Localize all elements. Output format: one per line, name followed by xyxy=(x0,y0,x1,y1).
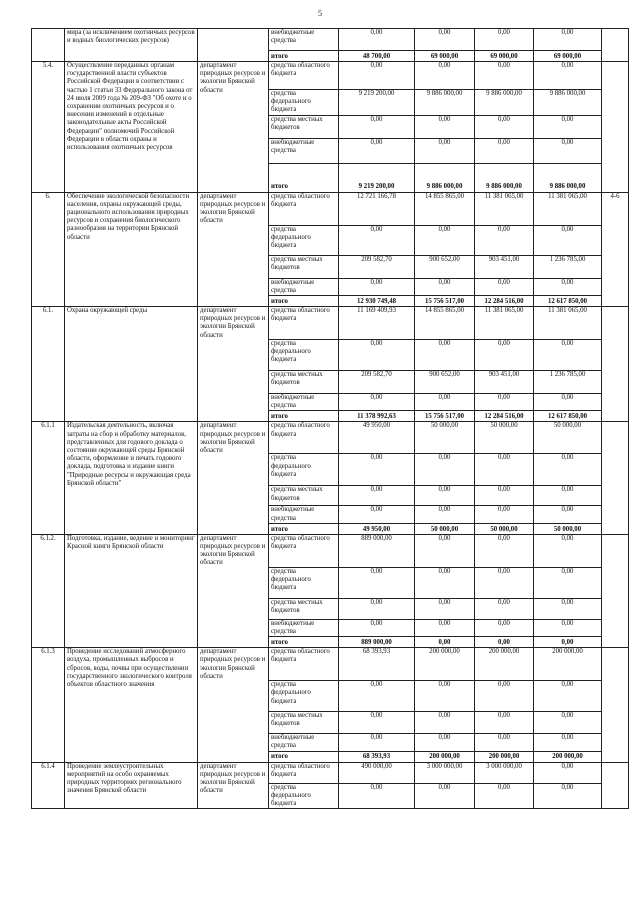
amount-cell: 0,00 xyxy=(475,278,534,295)
amount-cell: 12 284 516,00 xyxy=(475,296,534,307)
amount-cell: 0,00 xyxy=(475,734,534,751)
amount-cell: 209 582,70 xyxy=(339,371,415,394)
amount-cell: 0,00 xyxy=(475,534,534,567)
item-number: 6. xyxy=(32,192,65,306)
amount-cell: 0,00 xyxy=(339,598,415,619)
amount-cell: 14 855 865,00 xyxy=(415,307,475,340)
funding-source: средства местных бюджетов xyxy=(269,255,339,278)
item-name: Проведение землеустроительных мероприятий на особо охраняемых природных территориях регионального значения Брянской области xyxy=(65,762,198,809)
funding-source: средства областного бюджета xyxy=(269,648,339,681)
amount-cell: 11 381 065,00 xyxy=(475,307,534,340)
amount-cell: 1 236 785,00 xyxy=(534,255,602,278)
amount-cell: 68 393,93 xyxy=(339,751,415,762)
table-row xyxy=(32,762,629,783)
amount-cell: 9 219 200,00 xyxy=(339,90,415,116)
amount-cell: 0,00 xyxy=(339,486,415,506)
amount-cell: 0,00 xyxy=(534,278,602,295)
funding-source: средства федерального бюджета xyxy=(269,567,339,598)
funding-source: средства местных бюджетов xyxy=(269,712,339,734)
amount-cell: 69 000,00 xyxy=(534,51,602,62)
amount-cell: 0,00 xyxy=(475,138,534,163)
table-row xyxy=(32,29,629,51)
executor: департамент природных ресурсов и экологии Брянской области xyxy=(198,422,269,534)
funding-source: средства областного бюджета xyxy=(269,762,339,783)
indicator-ref xyxy=(602,29,629,62)
executor: департамент природных ресурсов и экологии Брянской области xyxy=(198,648,269,762)
amount-cell: 0,00 xyxy=(415,454,475,486)
amount-cell: 0,00 xyxy=(415,734,475,751)
amount-cell: 50 000,00 xyxy=(475,422,534,454)
amount-cell: 0,00 xyxy=(475,783,534,809)
item-name: Осуществление переданных органам государственной власти субъектов Российской Федерации в соответствии с частью 1 статьи 33 Федерального закона от 24 июля 2009 года № 209-ФЗ "Об охоте и о сохранении охотничьих ресурсов и о внесении изменений в отдельные законодательные акты Российской Федерации" полномочий Российской Федерации в области охраны и использования охотничьих ресурсов xyxy=(65,62,198,193)
amount-cell: 0,00 xyxy=(415,138,475,163)
amount-cell: 0,00 xyxy=(475,681,534,712)
item-number: 6.1.3 xyxy=(32,648,65,762)
amount-cell: 490 000,00 xyxy=(339,762,415,783)
amount-cell: 49 950,00 xyxy=(339,523,415,534)
amount-cell: 0,00 xyxy=(339,62,415,90)
amount-cell: 0,00 xyxy=(415,681,475,712)
funding-source: итого xyxy=(269,411,339,422)
amount-cell: 0,00 xyxy=(475,340,534,371)
amount-cell: 0,00 xyxy=(339,734,415,751)
amount-cell: 12 617 850,00 xyxy=(534,411,602,422)
amount-cell: 0,00 xyxy=(534,598,602,619)
funding-source: внебюджетные средства xyxy=(269,278,339,295)
funding-source: итого xyxy=(269,637,339,648)
amount-cell: 0,00 xyxy=(339,712,415,734)
amount-cell: 0,00 xyxy=(475,394,534,411)
amount-cell: 0,00 xyxy=(534,138,602,163)
amount-cell: 50 000,00 xyxy=(475,523,534,534)
amount-cell: 50 000,00 xyxy=(415,422,475,454)
amount-cell: 0,00 xyxy=(534,62,602,90)
amount-cell: 0,00 xyxy=(415,62,475,90)
amount-cell: 0,00 xyxy=(415,278,475,295)
funding-source: средства местных бюджетов xyxy=(269,115,339,138)
amount-cell: 0,00 xyxy=(475,454,534,486)
amount-cell: 0,00 xyxy=(415,712,475,734)
amount-cell: 15 756 517,00 xyxy=(415,296,475,307)
indicator-ref xyxy=(602,648,629,762)
funding-source: средства федерального бюджета xyxy=(269,340,339,371)
funding-source: средства областного бюджета xyxy=(269,307,339,340)
amount-cell: 0,00 xyxy=(339,394,415,411)
item-name: Проведение исследований атмосферного воздуха, промышленных выбросов и сбросов, воды, почвы при осуществлении государственного экологического контроля объектов областного значения xyxy=(65,648,198,762)
amount-cell: 9 219 200,00 xyxy=(339,163,415,192)
amount-cell: 3 000 000,00 xyxy=(475,762,534,783)
amount-cell: 0,00 xyxy=(339,454,415,486)
amount-cell: 68 393,93 xyxy=(339,648,415,681)
amount-cell: 0,00 xyxy=(339,783,415,809)
amount-cell: 1 236 785,00 xyxy=(534,371,602,394)
indicator-ref xyxy=(602,307,629,422)
indicator-ref: 4-6 xyxy=(602,192,629,306)
amount-cell: 0,00 xyxy=(415,486,475,506)
amount-cell: 0,00 xyxy=(534,762,602,783)
amount-cell: 0,00 xyxy=(339,29,415,51)
amount-cell: 200 000,00 xyxy=(534,648,602,681)
amount-cell: 0,00 xyxy=(534,225,602,255)
amount-cell: 0,00 xyxy=(534,486,602,506)
funding-source: средства местных бюджетов xyxy=(269,486,339,506)
budget-table xyxy=(31,28,629,809)
amount-cell: 0,00 xyxy=(534,619,602,636)
funding-source: итого xyxy=(269,296,339,307)
table-row xyxy=(32,534,629,567)
amount-cell: 0,00 xyxy=(534,712,602,734)
amount-cell: 0,00 xyxy=(415,598,475,619)
amount-cell: 12 284 516,00 xyxy=(475,411,534,422)
amount-cell: 900 652,00 xyxy=(415,371,475,394)
amount-cell: 9 886 000,00 xyxy=(415,163,475,192)
amount-cell: 0,00 xyxy=(415,340,475,371)
amount-cell: 69 000,00 xyxy=(475,51,534,62)
funding-source: внебюджетные средства xyxy=(269,619,339,636)
amount-cell: 903 451,00 xyxy=(475,371,534,394)
amount-cell: 9 886 000,00 xyxy=(475,90,534,116)
item-number xyxy=(32,29,65,62)
item-name: мира (за исключением охотничьих ресурсов и водных биологических ресурсов) xyxy=(65,29,198,62)
funding-source: внебюджетные средства xyxy=(269,734,339,751)
amount-cell: 0,00 xyxy=(339,340,415,371)
amount-cell: 209 582,70 xyxy=(339,255,415,278)
funding-source: средства федерального бюджета xyxy=(269,681,339,712)
amount-cell: 0,00 xyxy=(339,115,415,138)
table-row xyxy=(32,648,629,681)
amount-cell: 0,00 xyxy=(339,567,415,598)
funding-source: итого xyxy=(269,523,339,534)
funding-source: внебюджетные средства xyxy=(269,138,339,163)
amount-cell: 0,00 xyxy=(534,567,602,598)
indicator-ref xyxy=(602,534,629,647)
funding-source: внебюджетные средства xyxy=(269,506,339,523)
funding-source: внебюджетные средства xyxy=(269,29,339,51)
amount-cell: 0,00 xyxy=(415,225,475,255)
table-row xyxy=(32,192,629,225)
item-name: Издательская деятельность, включая затраты на сбор и обработку материалов, представленных для годового доклада о состоянии окружающей среды Брянской области, оформление и печать годового доклада, подготовка и издание книги "Природные ресурсы и окружающая среда Брянской области" xyxy=(65,422,198,534)
amount-cell: 0,00 xyxy=(475,712,534,734)
amount-cell: 200 000,00 xyxy=(475,751,534,762)
amount-cell: 11 378 992,63 xyxy=(339,411,415,422)
amount-cell: 900 652,00 xyxy=(415,255,475,278)
amount-cell: 0,00 xyxy=(534,506,602,523)
amount-cell: 0,00 xyxy=(534,681,602,712)
funding-source: средства областного бюджета xyxy=(269,534,339,567)
amount-cell: 11 381 065,00 xyxy=(475,192,534,225)
amount-cell: 200 000,00 xyxy=(415,648,475,681)
amount-cell: 69 000,00 xyxy=(415,51,475,62)
funding-source: средства областного бюджета xyxy=(269,192,339,225)
item-number: 6.1.2. xyxy=(32,534,65,647)
item-number: 5.4. xyxy=(32,62,65,193)
amount-cell: 889 000,00 xyxy=(339,637,415,648)
funding-source: средства местных бюджетов xyxy=(269,371,339,394)
amount-cell: 48 700,00 xyxy=(339,51,415,62)
amount-cell: 0,00 xyxy=(475,62,534,90)
amount-cell: 0,00 xyxy=(339,506,415,523)
funding-source: средства местных бюджетов xyxy=(269,598,339,619)
amount-cell: 3 000 000,00 xyxy=(415,762,475,783)
amount-cell: 200 000,00 xyxy=(475,648,534,681)
executor: департамент природных ресурсов и экологии Брянской области xyxy=(198,62,269,193)
item-name: Охрана окружающей среды xyxy=(65,307,198,422)
amount-cell: 0,00 xyxy=(415,506,475,523)
item-number: 6.1. xyxy=(32,307,65,422)
amount-cell: 889 000,00 xyxy=(339,534,415,567)
item-number: 6.1.1 xyxy=(32,422,65,534)
amount-cell: 9 886 000,00 xyxy=(534,90,602,116)
amount-cell: 0,00 xyxy=(534,340,602,371)
amount-cell: 0,00 xyxy=(534,394,602,411)
amount-cell: 11 381 065,00 xyxy=(534,307,602,340)
funding-source: средства областного бюджета xyxy=(269,62,339,90)
indicator-ref xyxy=(602,422,629,534)
funding-source: итого xyxy=(269,51,339,62)
funding-source: средства областного бюджета xyxy=(269,422,339,454)
funding-source: средства федерального бюджета xyxy=(269,783,339,809)
item-name: Подготовка, издание, ведение и мониторинг Красной книги Брянской области xyxy=(65,534,198,647)
executor: департамент природных ресурсов и экологии Брянской области xyxy=(198,762,269,809)
executor: департамент природных ресурсов и экологии Брянской области xyxy=(198,192,269,306)
amount-cell: 11 381 065,00 xyxy=(534,192,602,225)
funding-source: итого xyxy=(269,751,339,762)
amount-cell: 50 000,00 xyxy=(534,422,602,454)
executor: департамент природных ресурсов и экологии Брянской области xyxy=(198,534,269,647)
amount-cell: 14 855 865,00 xyxy=(415,192,475,225)
amount-cell: 50 000,00 xyxy=(534,523,602,534)
amount-cell: 0,00 xyxy=(534,637,602,648)
amount-cell: 0,00 xyxy=(475,598,534,619)
amount-cell: 0,00 xyxy=(475,225,534,255)
amount-cell: 0,00 xyxy=(415,115,475,138)
amount-cell: 0,00 xyxy=(339,138,415,163)
amount-cell: 0,00 xyxy=(534,534,602,567)
amount-cell: 12 721 166,78 xyxy=(339,192,415,225)
amount-cell: 49 950,00 xyxy=(339,422,415,454)
amount-cell: 0,00 xyxy=(339,619,415,636)
amount-cell: 0,00 xyxy=(415,394,475,411)
amount-cell: 0,00 xyxy=(415,534,475,567)
amount-cell: 0,00 xyxy=(534,454,602,486)
amount-cell: 0,00 xyxy=(475,29,534,51)
amount-cell: 9 886 000,00 xyxy=(475,163,534,192)
amount-cell: 50 000,00 xyxy=(415,523,475,534)
amount-cell: 0,00 xyxy=(475,115,534,138)
amount-cell: 9 886 000,00 xyxy=(534,163,602,192)
amount-cell: 0,00 xyxy=(339,225,415,255)
amount-cell: 0,00 xyxy=(415,619,475,636)
table-row xyxy=(32,62,629,90)
amount-cell: 0,00 xyxy=(415,29,475,51)
funding-source: итого xyxy=(269,163,339,192)
indicator-ref xyxy=(602,62,629,193)
funding-source: внебюджетные средства xyxy=(269,394,339,411)
amount-cell: 0,00 xyxy=(415,637,475,648)
indicator-ref xyxy=(602,762,629,809)
amount-cell: 0,00 xyxy=(415,783,475,809)
amount-cell: 0,00 xyxy=(415,567,475,598)
amount-cell: 15 756 517,00 xyxy=(415,411,475,422)
amount-cell: 0,00 xyxy=(475,486,534,506)
amount-cell: 0,00 xyxy=(475,619,534,636)
amount-cell: 903 451,00 xyxy=(475,255,534,278)
funding-source: средства федерального бюджета xyxy=(269,225,339,255)
executor xyxy=(198,29,269,62)
table-row xyxy=(32,307,629,340)
amount-cell: 200 000,00 xyxy=(415,751,475,762)
table-row xyxy=(32,422,629,454)
page-number: 5 xyxy=(318,9,322,18)
executor: департамент природных ресурсов и экологии Брянской области xyxy=(198,307,269,422)
amount-cell: 12 930 749,48 xyxy=(339,296,415,307)
amount-cell: 12 617 850,00 xyxy=(534,296,602,307)
amount-cell: 9 886 000,00 xyxy=(415,90,475,116)
funding-source: средства федерального бюджета xyxy=(269,90,339,116)
amount-cell: 0,00 xyxy=(534,29,602,51)
item-name: Обеспечение экологической безопасности населения, охраны окружающей среды, рационального использования природных ресурсов и сохранения биологического разнообразия на территории Брянской области xyxy=(65,192,198,306)
item-number: 6.1.4 xyxy=(32,762,65,809)
amount-cell: 0,00 xyxy=(339,681,415,712)
amount-cell: 0,00 xyxy=(534,734,602,751)
amount-cell: 0,00 xyxy=(475,506,534,523)
funding-source: средства федерального бюджета xyxy=(269,454,339,486)
amount-cell: 200 000,00 xyxy=(534,751,602,762)
amount-cell: 0,00 xyxy=(534,115,602,138)
amount-cell: 11 169 409,93 xyxy=(339,307,415,340)
amount-cell: 0,00 xyxy=(339,278,415,295)
amount-cell: 0,00 xyxy=(534,783,602,809)
amount-cell: 0,00 xyxy=(475,567,534,598)
amount-cell: 0,00 xyxy=(475,637,534,648)
